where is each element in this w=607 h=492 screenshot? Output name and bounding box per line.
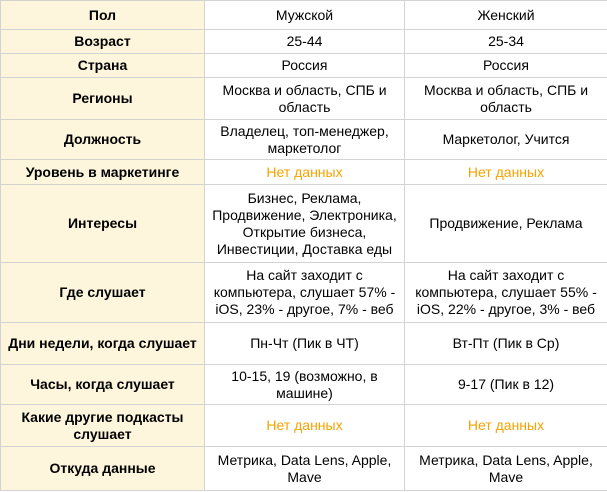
male-value: Мужской	[205, 1, 405, 30]
female-value: Россия	[405, 54, 607, 78]
row-label: Откуда данные	[1, 447, 205, 491]
male-value: Пн-Чт (Пик в ЧТ)	[205, 323, 405, 365]
table-row	[1, 78, 607, 120]
female-value-no-data: Нет данных	[405, 160, 607, 185]
male-value: Бизнес, Реклама, Продвижение, Электроника, Открытие бизнеса, Инвестиции, Доставка еды	[205, 185, 405, 263]
row-label: Где слушает	[1, 263, 205, 323]
female-value: 9-17 (Пик в 12)	[405, 365, 607, 405]
male-value: Россия	[205, 54, 405, 78]
row-label: Страна	[1, 54, 205, 78]
row-label: Уровень в маркетинге	[1, 160, 205, 185]
row-label: Какие другие подкасты слушает	[1, 405, 205, 447]
female-value: Москва и область, СПБ и область	[405, 78, 607, 120]
table-row	[1, 30, 607, 54]
male-value: Москва и область, СПБ и область	[205, 78, 405, 120]
male-value: 25-44	[205, 30, 405, 54]
male-value-no-data: Нет данных	[205, 405, 405, 447]
row-label: Возраст	[1, 30, 205, 54]
male-value-no-data: Нет данных	[205, 160, 405, 185]
table-row	[1, 365, 607, 405]
row-label: Дни недели, когда слушает	[1, 323, 205, 365]
female-value-no-data: Нет данных	[405, 405, 607, 447]
female-value: 25-34	[405, 30, 607, 54]
female-value: Метрика, Data Lens, Apple, Mave	[405, 447, 607, 491]
female-value: Маркетолог, Учится	[405, 120, 607, 160]
row-label: Должность	[1, 120, 205, 160]
row-label: Пол	[1, 1, 205, 30]
table-row	[1, 54, 607, 78]
row-label: Интересы	[1, 185, 205, 263]
table-row	[1, 160, 607, 185]
table-row	[1, 263, 607, 323]
male-value: Метрика, Data Lens, Apple, Mave	[205, 447, 405, 491]
table-row	[1, 1, 607, 30]
table-row	[1, 120, 607, 160]
table-row	[1, 323, 607, 365]
male-value: Владелец, топ-менеджер, маркетолог	[205, 120, 405, 160]
row-label: Часы, когда слушает	[1, 365, 205, 405]
row-label: Регионы	[1, 78, 205, 120]
male-value: 10-15, 19 (возможно, в машине)	[205, 365, 405, 405]
female-value: Вт-Пт (Пик в Ср)	[405, 323, 607, 365]
table-row	[1, 405, 607, 447]
female-value: Продвижение, Реклама	[405, 185, 607, 263]
male-value: На сайт заходит с компьютера, слушает 57% - iOS, 23% - другое, 7% - веб	[205, 263, 405, 323]
female-value: На сайт заходит с компьютера, слушает 55% - iOS, 22% - другое, 3% - веб	[405, 263, 607, 323]
table-row	[1, 185, 607, 263]
female-value: Женский	[405, 1, 607, 30]
table-row	[1, 447, 607, 491]
